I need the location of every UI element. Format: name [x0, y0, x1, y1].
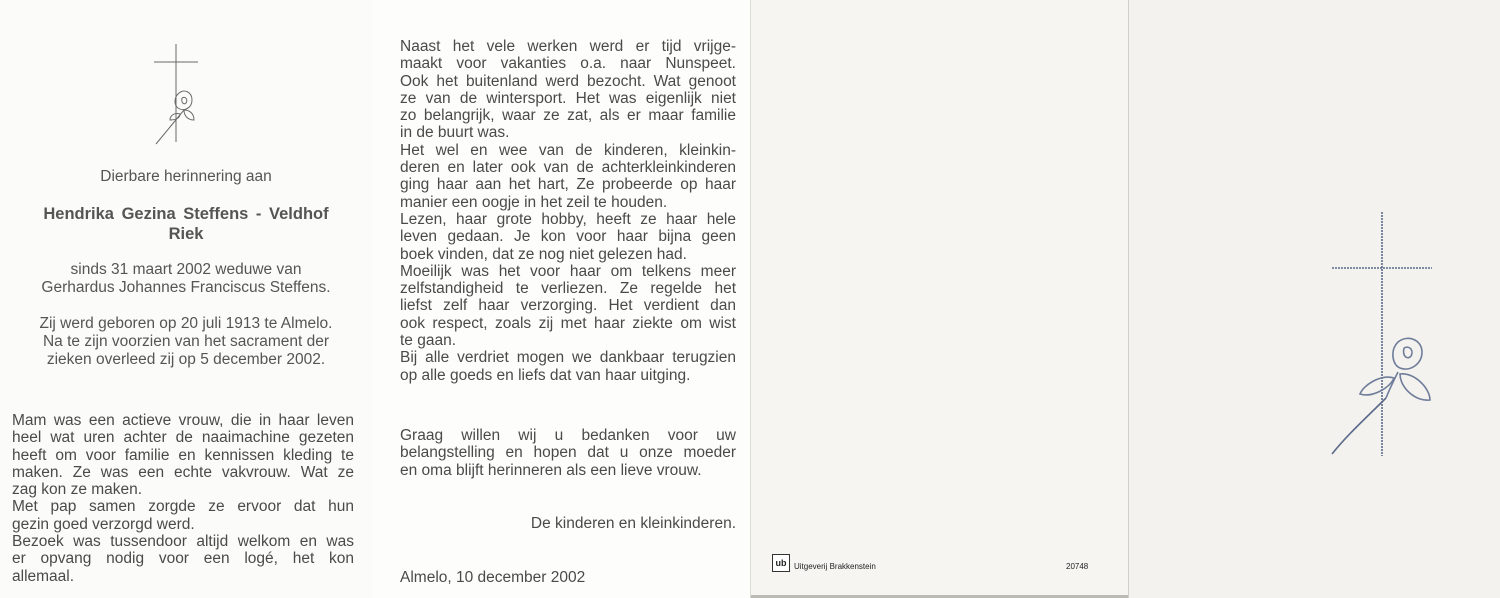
text-line: zelfstandigheid te verliezen. Ze regelde het — [400, 280, 736, 298]
text-line: gezin goed verzorgd werd. — [12, 515, 195, 533]
publisher-name: Uitgeverij Brakkenstein — [794, 562, 876, 571]
text-line: ze van de wintersport. Het was eigenlijk niet — [400, 89, 736, 107]
text-line: Mam was een actieve vrouw, die in haar leven — [12, 412, 354, 429]
paragraph — [400, 349, 736, 384]
text-line: op alle goeds en liefs dat van haar uitging. — [400, 366, 691, 384]
deceased-nickname: Riek — [168, 225, 204, 243]
intro-text: Dierbare herinnering aan — [100, 168, 272, 185]
cross-rose-icon-small — [150, 40, 202, 150]
birth-line-1: Zij werd geboren op 20 juli 1913 te Almelo. — [39, 315, 333, 332]
birth-line-2: Na te zijn voorzien van het sacrament der — [42, 333, 330, 350]
deceased-name: Hendrika Gezina Steffens - Veldhof — [43, 205, 329, 223]
text-line: Bezoek was tussendoor altijd welkom en was — [12, 533, 354, 551]
paragraph — [400, 38, 736, 142]
widow-line-1: sinds 31 maart 2002 weduwe van — [70, 261, 302, 278]
text-line: zo belangrijk, waar ze zat, als er maar familie — [400, 107, 736, 125]
text-line: leven gedaan. Je kon voor haar bijna geen — [400, 228, 736, 246]
birth-line-3: zieken overleed zij op 5 december 2002. — [46, 351, 326, 368]
widow-line-2: Gerhardus Johannes Franciscus Steffens. — [41, 279, 331, 296]
middle-body-text — [400, 38, 736, 384]
paragraph — [12, 412, 354, 498]
text-line: ook respect, zoals zij met haar ziekte om wist — [400, 314, 736, 332]
text-line: Het wel en wee van de kinderen, kleinkin- — [400, 141, 736, 159]
paragraph — [400, 142, 736, 211]
text-line: deren en later ook van de achterkleinkinderen — [400, 159, 736, 177]
paragraph — [400, 211, 736, 263]
thanks-text — [400, 427, 736, 479]
cover-panel — [1128, 0, 1500, 598]
text-line: te gaan. — [400, 332, 457, 350]
place-date: Almelo, 10 december 2002 — [400, 569, 586, 586]
text-line: liefst zelf haar verzorging. Het verdient dan — [400, 297, 736, 315]
text-line: Naast het vele werken werd er tijd vrijge- — [400, 38, 736, 55]
paragraph — [12, 498, 354, 533]
text-line: Met pap samen zorgde ze ervoor dat hun — [12, 498, 354, 516]
text-line: heel wat uren achter de naaimachine gezeten — [12, 429, 354, 447]
blank-panel — [750, 0, 1129, 598]
text-line: Graag willen wij u bedanken voor uw — [400, 427, 736, 444]
text-line: ging haar aan het hart, Ze probeerde op haar — [400, 176, 736, 194]
text-line: zag kon ze maken. — [12, 481, 143, 499]
catalog-number: 20748 — [1066, 562, 1089, 571]
text-line: allemaal. — [12, 567, 75, 585]
text-line: Lezen, haar grote hobby, heeft ze haar hele — [400, 210, 736, 228]
text-line: heeft om voor familie en kennissen kleding te — [12, 446, 354, 464]
text-line: Ook het buitenland werd bezocht. Wat genoot — [400, 72, 736, 90]
text-line: maakt voor vakanties o.a. naar Nunspeet. — [400, 55, 736, 73]
text-line: belangstelling en hopen dat u onze moeder — [400, 444, 736, 462]
text-line: en oma blijft herinneren als een lieve vrouw. — [400, 461, 702, 479]
signature: De kinderen en kleinkinderen. — [530, 515, 736, 532]
paragraph — [400, 263, 736, 349]
text-line: manier een oogje in het zeil te houden. — [400, 193, 668, 211]
left-body-text — [12, 412, 354, 585]
text-line: Bij alle verdriet mogen we dankbaar terugzien — [400, 349, 736, 367]
text-line: maken. Ze was een echte vakvrouw. Wat ze — [12, 463, 354, 481]
text-line: Moeilijk was het voor haar om telkens meer — [400, 262, 736, 280]
paragraph — [12, 533, 354, 585]
text-line: er opvang nodig voor een logé, het kon — [12, 550, 354, 568]
text-line: boek vinden, dat ze nog niet gelezen had. — [400, 245, 687, 263]
publisher-logo: ub — [772, 554, 790, 572]
text-line: in de buurt was. — [400, 124, 510, 142]
cross-rose-icon-large — [1326, 208, 1438, 460]
